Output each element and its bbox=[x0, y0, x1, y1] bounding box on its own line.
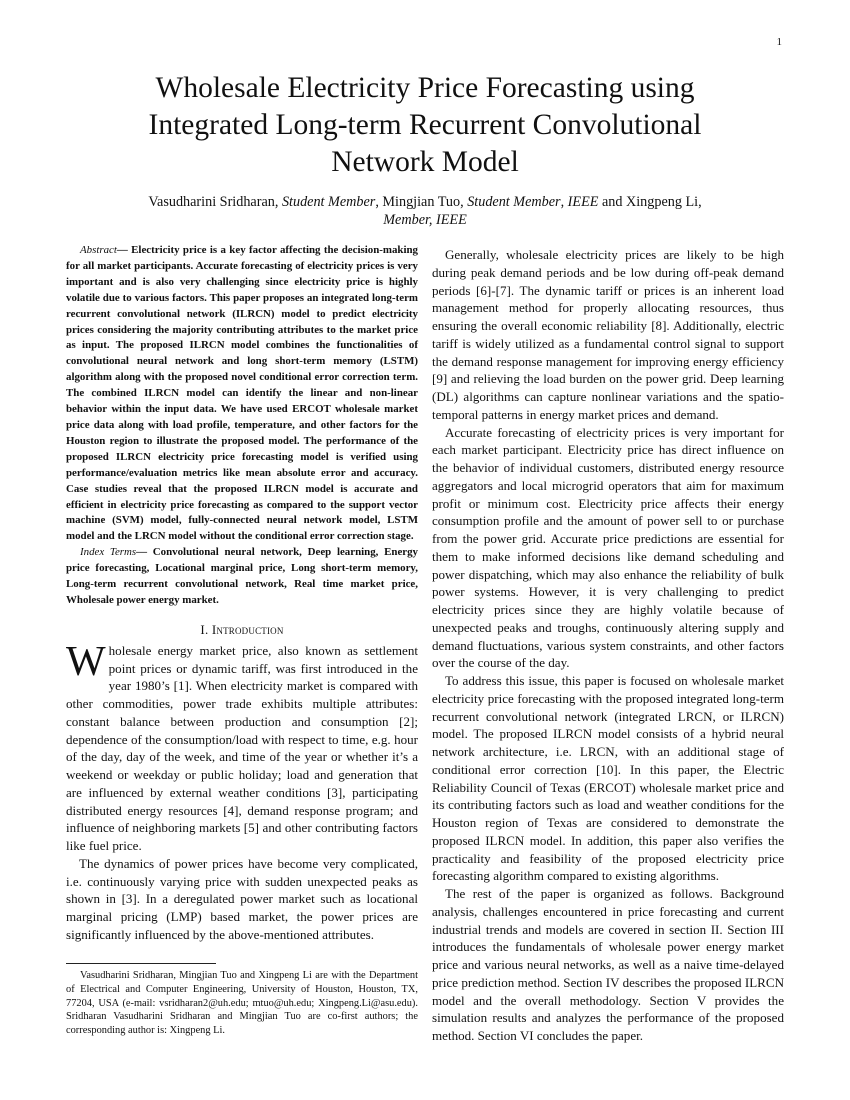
title-line-2: Integrated Long-term Recurrent Convolutional bbox=[148, 109, 702, 141]
section-heading-introduction: I. Introduction bbox=[200, 621, 284, 637]
intro-paragraph-1 bbox=[66, 638, 418, 855]
title-line-3: Network Model bbox=[331, 146, 519, 178]
drop-cap: W bbox=[66, 638, 106, 685]
author-list bbox=[60, 193, 790, 229]
author-2: , Mingjian Tuo, bbox=[375, 194, 468, 210]
right-column bbox=[432, 246, 784, 1045]
intro-paragraph-1-text: holesale energy market price, also known as settlement point prices or dynamic tariff, was first introduced in the year 1980’s [1]. When electricity market is compared with other commodities, power trade exhibits multiple attributes: constant balance between production and consumption [2]; dependence of the consumption/load with respect to time, e.g. hour of the day, day of the week, and time of the year or whether it’s a weekend or weekday or public holiday; load and generation that are influenced by external weather conditions [3], participating distributed energy resources [4], demand response program; and influence of neighboring markets [5] and other contributing factors like fuel price. bbox=[66, 642, 418, 854]
right-paragraph-2: Accurate forecasting of electricity prices is very important for each market participant. Electricity price has direct influence on the behavior of individual customers, distributed energy resource aggregators and local microgrid operators that aim for maximum profit or minimum cost. Electricity price affects their energy consumption profile and the amount of power sell to or purchase from the power grid. Accurate price predictions are essential for them to make informed decisions like demand scheduling and power dispatching, which may also enhance the reliability of bulk power systems. However, it is very challenging to predict electricity prices since they are highly volatile because of unexpected peaks and troughs, continuously altering supply and demand fluctuations, various system constraints, and other factors over the course of the day. bbox=[432, 424, 784, 671]
index-terms-text: Convolutional neural network, Deep learning, Energy price forecasting, Locational marginal price, Long short-term memory, Long-term recurrent convolutional network, Real time market price, Wholesale power energy market. bbox=[66, 546, 419, 606]
index-terms-label: Index Terms bbox=[80, 546, 137, 559]
abstract-label: Abstract bbox=[80, 244, 117, 256]
right-paragraph-3: To address this issue, this paper is focused on wholesale market electricity price forecasting with the proposed integrated long-term recurrent convolutional network (integrated LRCN, or ILRCN) model. The proposed ILRCN model consists of a hybrid neural network architecture, i.e. LRCN, with an additional stage of conditional error correction [10]. In this paper, the Electric Reliability Council of Texas (ERCOT) wholesale market price and its contributing factors such as load and weather conditions for the Houston region of Texas are considered to demonstrate the proposed ILRCN model. In addition, this paper also verifies the practicality and feasibility of the proposed electricity price forecasting algorithm compared to existing algorithms. bbox=[432, 673, 784, 884]
abstract-dash: — bbox=[116, 244, 132, 256]
index-terms bbox=[66, 545, 418, 609]
author-2-org: IEEE bbox=[567, 194, 599, 210]
author-2-sep: , bbox=[560, 194, 568, 210]
author-2-role: Student Member bbox=[467, 194, 561, 210]
footnote: Vasudharini Sridharan, Mingjian Tuo and Xingpeng Li are with the Department of Electrical and Computer Engineering, University of Houston, Houston, TX, 77204, USA (e-mail: vsridharan2@uh.edu; mtuo@uh.edu; Xingpeng.Li@asu.edu). Sridharan Vasudharini Sridharan and Mingjian Tuo are co-first authors; the corresponding author is: Xingpeng Li. bbox=[66, 970, 418, 1037]
title-line-1: Wholesale Electricity Price Forecasting using bbox=[155, 72, 695, 104]
abstract-text: Electricity price is a key factor affecting the decision-making for all market participants. Accurate forecasting of electricity prices is very important and is also very challenging since electricity price is highly volatile due to various factors. This paper proposes an integrated long-term recurrent convolutional network (ILRCN) model to predict electricity prices considering the majority contributing attributes to the market price as input. The proposed ILRCN model combines the functionalities of convolutional neural network and long short-term memory (LSTM) algorithm along with the proposed novel conditional error correction term. The combined ILRCN model can identify the linear and non-linear behavior within the input data. We have used ERCOT wholesale market price data along with load profile, temperature, and other factors for the Houston region to illustrate the proposed model. The performance of the proposed ILRCN electricity price forecasting model is verified using performance/evaluation metrics like mean absolute error and accuracy. Case studies reveal that the proposed ILRCN model is accurate and efficient in electricity price forecasting as compared to the support vector machine (SVM) model, fully-connected neural network model, LSTM model and the LRCN model without the conditional error correction stage. bbox=[66, 244, 418, 543]
author-1: Vasudharini Sridharan, bbox=[148, 194, 282, 210]
author-3-role: Member, IEEE bbox=[383, 212, 467, 228]
intro-paragraph-2: The dynamics of power prices have become very complicated, i.e. continuously varying price with sudden unexpected peaks as shown in [3]. In a deregulated power market such as locational marginal pricing (LMP) based market, the power prices are significantly influenced by the above-mentioned attributes. bbox=[66, 855, 418, 942]
right-paragraph-4: The rest of the paper is organized as follows. Background analysis, challenges encountered in price forecasting and current industrial trends and models are covered in section II. Section III introduces the fundamentals of wholesale power energy market price and various neural networks, as well as a naive time-delayed price prediction method. Section IV describes the proposed ILRCN model and the overall methodology. Section V provides the simulation results and analyzes the performance of the proposed method. Section VI concludes the paper. bbox=[432, 886, 784, 1043]
left-column bbox=[66, 243, 418, 944]
footnote-divider bbox=[66, 963, 216, 964]
index-terms-dash: — bbox=[136, 546, 153, 559]
page-number: 1 bbox=[776, 36, 782, 48]
author-3: and Xingpeng Li, bbox=[598, 194, 702, 210]
paper-title bbox=[60, 70, 790, 181]
right-paragraph-1: Generally, wholesale electricity prices are likely to be high during peak demand periods and be low during off-peak demand periods [6]-[7]. The dynamic tariff or prices is an inherent load management method for properly allocating resources, thus ensuring the overall economic reliability [8]. Additionally, electric tariff is widely utilized as a fundamental control signal to support the demand response management for improving energy efficiency [9] and relieving the load burden on the power grid. Deep learning (DL) algorithms can capture nonlinear variations and the spatio-temporal patterns in energy market prices and demand. bbox=[432, 247, 784, 422]
author-1-role: Student Member bbox=[281, 194, 376, 210]
abstract bbox=[66, 243, 418, 545]
